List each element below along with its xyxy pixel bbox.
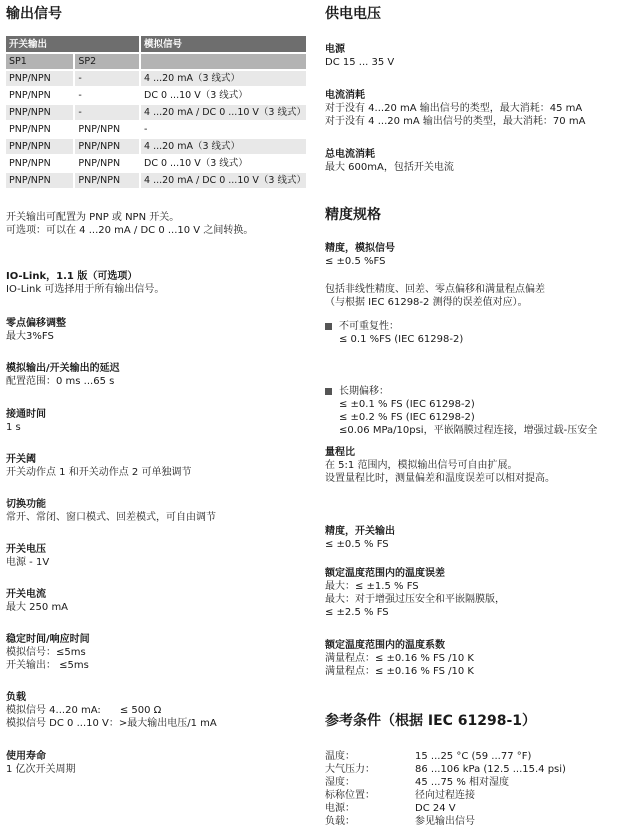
reference-row — [325, 776, 566, 789]
note-line: 可选项：可以在 4 ...20 mA / DC 0 ...10 V 之间转换。 — [6, 225, 254, 236]
switch-current-section — [6, 588, 68, 614]
section-text: 配置范围：0 ms ...65 s — [6, 376, 115, 387]
section-text: 包括非线性精度、回差、零点偏移和满量程点偏差 — [325, 284, 545, 295]
accuracy-title: 精度规格 — [325, 207, 381, 223]
cell: PNP/NPN — [74, 172, 140, 188]
reference-key: 大气压力： — [325, 764, 375, 775]
section-title: 总电流消耗 — [325, 149, 375, 160]
cell: 4 ...20 mA / DC 0 ...10 V（3 线式） — [140, 172, 306, 188]
table-row — [6, 172, 306, 188]
reference-row — [325, 763, 566, 776]
section-title: 精度，模拟信号 — [325, 243, 395, 254]
analog-accuracy-section — [325, 242, 395, 268]
cell: DC 0 ...10 V（3 线式） — [140, 155, 306, 172]
cell: PNP/NPN — [6, 104, 74, 121]
table-row — [6, 70, 306, 87]
section-title: 额定温度范围内的温度系数 — [325, 640, 445, 651]
reference-value: 15 ...25 °C (59 ...77 °F) — [415, 751, 532, 762]
section-text: 满量程点：≤ ±0.16 % FS /10 K — [325, 653, 474, 664]
section-text: 1 亿次开关周期 — [6, 764, 76, 775]
section-text: 最大 600mA，包括开关电流 — [325, 162, 454, 173]
section-text: DC 15 ... 35 V — [325, 57, 395, 68]
non-repeatability-item — [325, 320, 617, 346]
reference-key: 电源： — [325, 803, 355, 814]
bullet-label: 不可重复性： — [339, 321, 399, 332]
section-text: （与根据 IEC 61298-2 测得的误差值对应）。 — [325, 297, 528, 308]
current-consumption-section — [325, 89, 585, 128]
section-text: IO-Link 可选择用于所有输出信号。 — [6, 284, 165, 295]
reference-key: 温度： — [325, 751, 355, 762]
cell: PNP/NPN — [74, 155, 140, 172]
reference-value: 参见输出信号 — [415, 816, 475, 827]
reference-row — [325, 802, 566, 815]
section-text: 开关输出： ≤5ms — [6, 660, 89, 671]
switching-function-section — [6, 498, 216, 524]
service-life-section — [6, 750, 76, 776]
bullet-label: 长期偏移： — [339, 386, 389, 397]
power-section — [325, 43, 394, 69]
cell: 4 ...20 mA（3 线式） — [140, 138, 306, 155]
cell: PNP/NPN — [74, 121, 140, 138]
section-title: 额定温度范围内的温度误差 — [325, 568, 445, 579]
section-text: 对于没有 4...20 mA 输出信号的类型，最大消耗：45 mA — [325, 103, 583, 114]
load-section — [6, 691, 217, 730]
table-row — [6, 87, 306, 104]
switch-threshold-section — [6, 453, 191, 479]
header-switch-output: 开关输出 — [6, 36, 140, 53]
accuracy-includes — [325, 283, 545, 309]
note-line: 开关输出可配置为 PNP 或 NPN 开关。 — [6, 212, 180, 223]
cell: DC 0 ...10 V（3 线式） — [140, 87, 306, 104]
table-row — [6, 121, 306, 138]
switch-voltage-section — [6, 543, 49, 569]
cell: PNP/NPN — [6, 138, 74, 155]
bullet-square-icon — [325, 388, 332, 395]
section-title: 切换功能 — [6, 499, 46, 510]
section-text: 常开、常闭、窗口模式、回差模式，可自由调节 — [6, 512, 216, 523]
cell: - — [140, 121, 306, 138]
section-title: 电源 — [325, 44, 345, 55]
section-text: 满量程点：≤ ±0.16 % FS /10 K — [325, 666, 474, 677]
section-text: 电源 - 1V — [6, 557, 50, 568]
section-title: 使用寿命 — [6, 751, 46, 762]
section-text: 最大 250 mA — [6, 602, 69, 613]
cell: PNP/NPN — [6, 155, 74, 172]
cell: PNP/NPN — [6, 172, 74, 188]
table-header-row — [6, 36, 306, 53]
supply-voltage-title: 供电电压 — [325, 6, 381, 22]
reference-value: 86 ...106 kPa (12.5 ...15.4 psi) — [415, 764, 566, 775]
reference-key: 湿度： — [325, 777, 355, 788]
section-title: 电流消耗 — [325, 90, 365, 101]
section-title: 精度，开关输出 — [325, 526, 395, 537]
cell: PNP/NPN — [6, 121, 74, 138]
reference-row — [325, 789, 566, 802]
section-text: ≤ ±0.5 %FS — [325, 256, 386, 267]
temperature-coefficient-section — [325, 639, 474, 678]
section-title: 负载 — [6, 692, 26, 703]
section-title: 模拟输出/开关输出的延迟 — [6, 363, 120, 374]
cell: PNP/NPN — [6, 87, 74, 104]
turndown-section — [325, 446, 555, 485]
bullet-text: ≤0.06 MPa/10psi，平嵌隔膜过程连接，增强过载-压安全 — [339, 425, 598, 436]
table-row — [6, 155, 306, 172]
bullet-text: ≤ ±0.1 % FS (IEC 61298-2) — [339, 399, 475, 410]
reference-conditions-title: 参考条件（根据 IEC 61298-1） — [325, 713, 537, 729]
total-current-section — [325, 148, 454, 174]
section-title: 量程比 — [325, 447, 355, 458]
section-title: 开关电压 — [6, 544, 46, 555]
table-subheader-row — [6, 53, 306, 70]
section-text: 最大：对于增强过压安全和平嵌隔膜版， — [325, 594, 505, 605]
section-text: 模拟信号：≤5ms — [6, 647, 86, 658]
reference-conditions-list — [325, 750, 566, 828]
section-title: 稳定时间/响应时间 — [6, 634, 90, 645]
section-text: 最大：≤ ±1.5 % FS — [325, 581, 419, 592]
bullet-square-icon — [325, 323, 332, 330]
section-text: 模拟信号 DC 0 ...10 V：>最大输出电压/1 mA — [6, 718, 217, 729]
table-row — [6, 104, 306, 121]
settling-time-section — [6, 633, 90, 672]
section-title: 开关电流 — [6, 589, 46, 600]
cell: - — [74, 104, 140, 121]
section-text: 最大3%FS — [6, 331, 54, 342]
section-text: 在 5:1 范围内，模拟输出信号可自由扩展。 — [325, 460, 518, 471]
temperature-error-section — [325, 567, 505, 619]
reference-value: DC 24 V — [415, 803, 456, 814]
reference-row — [325, 750, 566, 763]
reference-row — [325, 815, 566, 828]
section-title: IO-Link，1.1 版（可选项） — [6, 271, 138, 282]
right-column — [325, 0, 617, 827]
cell: - — [74, 87, 140, 104]
header-sp2: SP2 — [74, 53, 140, 70]
delay-section — [6, 362, 120, 388]
header-analog-signal: 模拟信号 — [140, 36, 306, 53]
section-title: 开关阈 — [6, 454, 36, 465]
cell: 4 ...20 mA / DC 0 ...10 V（3 线式） — [140, 104, 306, 121]
long-term-drift-item — [325, 385, 617, 437]
section-text: ≤ ±0.5 % FS — [325, 539, 389, 550]
cell: PNP/NPN — [6, 70, 74, 87]
cell: PNP/NPN — [74, 138, 140, 155]
reference-value: 径向过程连接 — [415, 790, 475, 801]
section-text: 对于没有 4 ...20 mA 输出信号的类型，最大消耗：70 mA — [325, 116, 586, 127]
reference-key: 负载： — [325, 816, 355, 827]
table-row — [6, 138, 306, 155]
section-text: 1 s — [6, 422, 21, 433]
cell: - — [74, 70, 140, 87]
zero-offset-section — [6, 317, 66, 343]
reference-key: 标称位置： — [325, 790, 375, 801]
output-signal-table — [6, 36, 306, 188]
section-text: ≤ ±2.5 % FS — [325, 607, 389, 618]
bullet-text: ≤ ±0.2 % FS (IEC 61298-2) — [339, 412, 475, 423]
header-sp1: SP1 — [6, 53, 74, 70]
section-text: 设置量程比时，测量偏差和温度误差可以相对提高。 — [325, 473, 555, 484]
section-text: 模拟信号 4...20 mA: ≤ 500 Ω — [6, 705, 162, 716]
switch-accuracy-section — [325, 525, 395, 551]
reference-value: 45 ...75 % 相对湿度 — [415, 777, 510, 788]
iolink-section — [6, 270, 164, 296]
section-text: 开关动作点 1 和开关动作点 2 可单独调节 — [6, 467, 192, 478]
bullet-text: ≤ 0.1 %FS (IEC 61298-2) — [339, 334, 464, 345]
section-title: 零点偏移调整 — [6, 318, 66, 329]
section-title: 接通时间 — [6, 409, 46, 420]
header-blank — [140, 53, 306, 70]
switch-on-time-section — [6, 408, 46, 434]
cell: 4 ...20 mA（3 线式） — [140, 70, 306, 87]
output-signal-title: 输出信号 — [6, 6, 62, 22]
switch-note — [6, 211, 253, 237]
